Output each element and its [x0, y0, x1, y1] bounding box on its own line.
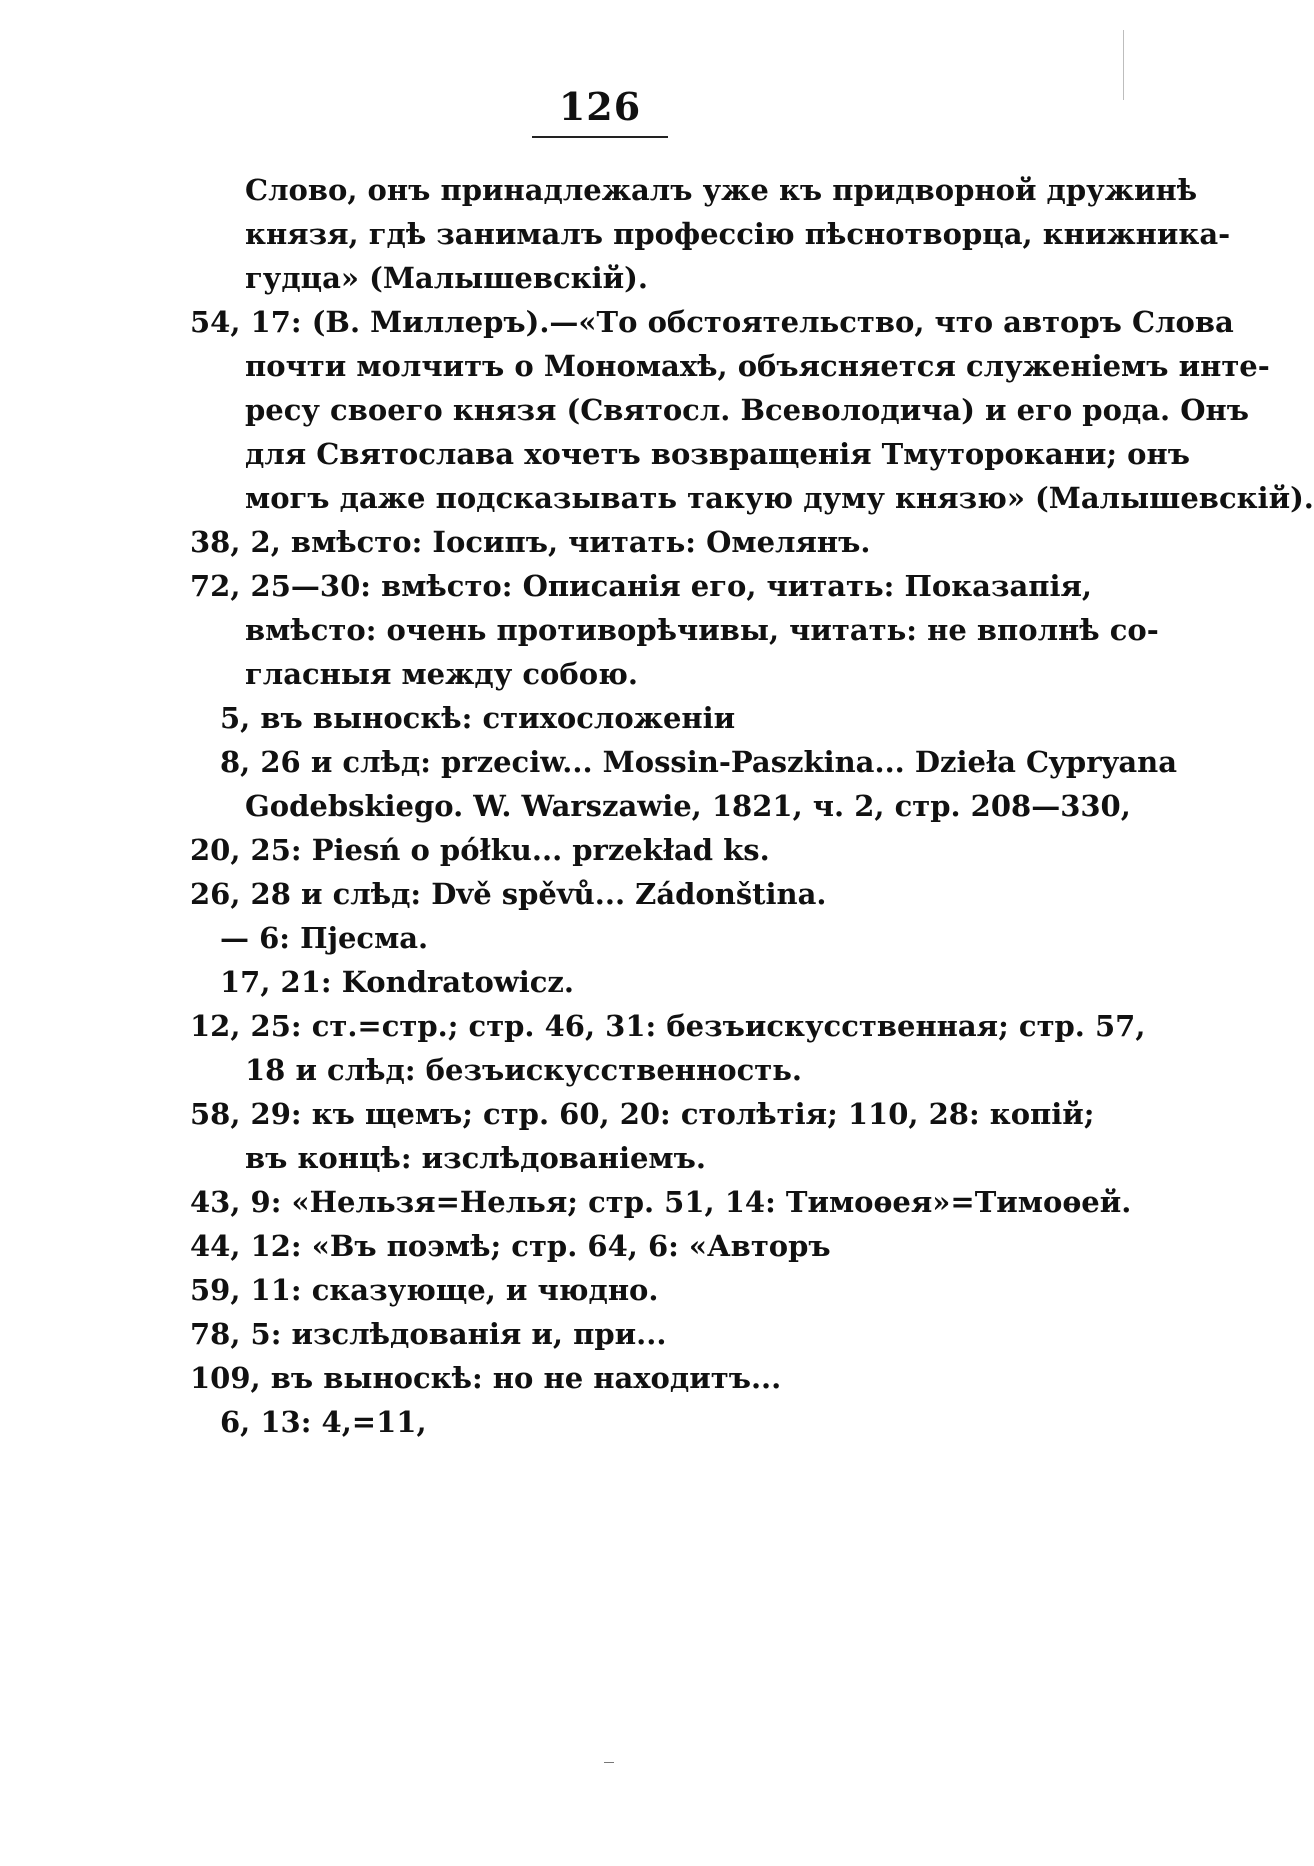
text-line: [190, 212, 1231, 256]
page-reference: 17,: [220, 965, 271, 999]
line-text: почти молчитъ о Мономахѣ, объясняется служеніемъ инте-: [245, 349, 1270, 383]
page-reference: 72,: [190, 569, 241, 603]
page-reference: 38,: [190, 525, 241, 559]
line-text: гласныя между собою.: [245, 657, 638, 691]
text-line: [190, 344, 1270, 388]
text-line: [190, 872, 1070, 916]
page-reference: 58,: [190, 1097, 241, 1131]
page-reference: 8,: [220, 745, 251, 779]
text-line: [190, 168, 1198, 212]
line-text: 29: къ щемъ; стр. 60, 20: столѣтія; 110, 28: копій;: [240, 1097, 1095, 1131]
line-text: 17: (В. Миллеръ).—«То обстоятельство, что авторъ Слова: [240, 305, 1234, 339]
page-reference: 20,: [190, 833, 241, 867]
text-line: [190, 960, 1070, 1004]
text-line: [190, 1356, 1070, 1400]
page-reference: 26,: [190, 877, 241, 911]
page-reference: 59,: [190, 1273, 241, 1307]
text-line: [190, 388, 1249, 432]
line-text: Godebskiego. W. Warszawie, 1821, ч. 2, стр. 208—330,: [245, 789, 1131, 823]
line-text: могъ даже подсказывать такую думу князю» (Малышевскій).: [245, 481, 1314, 515]
line-text: 25—30: вмѣсто: Описанія его, читать: Показапія,: [240, 569, 1093, 603]
text-line: [190, 432, 1190, 476]
text-line: [190, 1180, 1132, 1224]
line-text: 25: Piesń o półku... przekład ks.: [240, 833, 770, 867]
text-line: [190, 1004, 1146, 1048]
line-text: въ концѣ: изслѣдованіемъ.: [245, 1141, 706, 1175]
page-reference: 54,: [190, 305, 241, 339]
line-text: 12: «Въ поэмѣ; стр. 64, 6: «Авторъ: [240, 1229, 831, 1263]
bottom-mark: [604, 1762, 614, 1763]
text-line: [190, 652, 1070, 696]
line-text: 2, вмѣсто: Іосипъ, читать: Омелянъ.: [240, 525, 871, 559]
text-line: [190, 828, 1070, 872]
line-text: ресу своего князя (Святосл. Всеволодича) и его рода. Онъ: [245, 393, 1249, 427]
line-text: 9: «Нельзя=Нелья; стр. 51, 14: Тимоѳея»=Тимоѳей.: [240, 1185, 1132, 1219]
page-reference: 109,: [190, 1361, 261, 1395]
text-line: [190, 784, 1131, 828]
line-text: въ выноскѣ: но не находитъ...: [260, 1361, 782, 1395]
page-reference: —: [220, 921, 249, 955]
text-line: [190, 520, 1070, 564]
text-line: [190, 608, 1159, 652]
line-text: въ выноскѣ: стихосложеніи: [250, 701, 736, 735]
page-reference: 43,: [190, 1185, 241, 1219]
text-line: [190, 1224, 1070, 1268]
page-number: 126: [558, 84, 642, 129]
text-line: [190, 740, 1177, 784]
line-text: для Святослава хочетъ возвращенія Тмуторокани; онъ: [245, 437, 1190, 471]
text-line: [190, 1048, 1070, 1092]
line-text: 21: Kondratowicz.: [270, 965, 574, 999]
page-reference: 12,: [190, 1009, 241, 1043]
line-text: вмѣсто: очень противорѣчивы, читать: не вполнѣ со-: [245, 613, 1159, 647]
text-line: [190, 564, 1093, 608]
line-text: 11: сказующе, и чюдно.: [240, 1273, 659, 1307]
line-text: 26 и слѣд: przeciw... Mossin-Paszkina... Dzieła Cypryana: [250, 745, 1177, 779]
text-line: [190, 1400, 1070, 1444]
line-text: 6: Пјесма.: [249, 921, 429, 955]
text-line: [190, 916, 1070, 960]
line-text: 25: ст.=стр.; стр. 46, 31: безъискусственная; стр. 57,: [240, 1009, 1146, 1043]
text-line: [190, 1136, 1070, 1180]
text-line: [190, 476, 1314, 520]
line-text: 5: изслѣдованія и, при...: [240, 1317, 667, 1351]
text-line: [190, 256, 1070, 300]
line-text: 18 и слѣд: безъискусственность.: [245, 1053, 802, 1087]
page-edge-mark: [1123, 30, 1124, 100]
line-text: Слово, онъ принадлежалъ уже къ придворной дружинѣ: [245, 173, 1198, 207]
line-text: 28 и слѣд: Dvě spěvů... Zádonština.: [240, 877, 827, 911]
page-reference: 44,: [190, 1229, 241, 1263]
text-line: [190, 1092, 1095, 1136]
text-line: [190, 300, 1234, 344]
text-line: [190, 1268, 1070, 1312]
page-reference: 5,: [220, 701, 251, 735]
page-reference: 78,: [190, 1317, 241, 1351]
line-text: князя, гдѣ занималъ профессію пѣснотворца, книжника-: [245, 217, 1231, 251]
line-text: гудца» (Малышевскій).: [245, 261, 648, 295]
page-reference: 6,: [220, 1405, 251, 1439]
errata-text: [190, 168, 1314, 1444]
page-number-underline: [532, 136, 668, 138]
text-line: [190, 1312, 1070, 1356]
line-text: 13: 4,=11,: [250, 1405, 427, 1439]
text-line: [190, 696, 1070, 740]
